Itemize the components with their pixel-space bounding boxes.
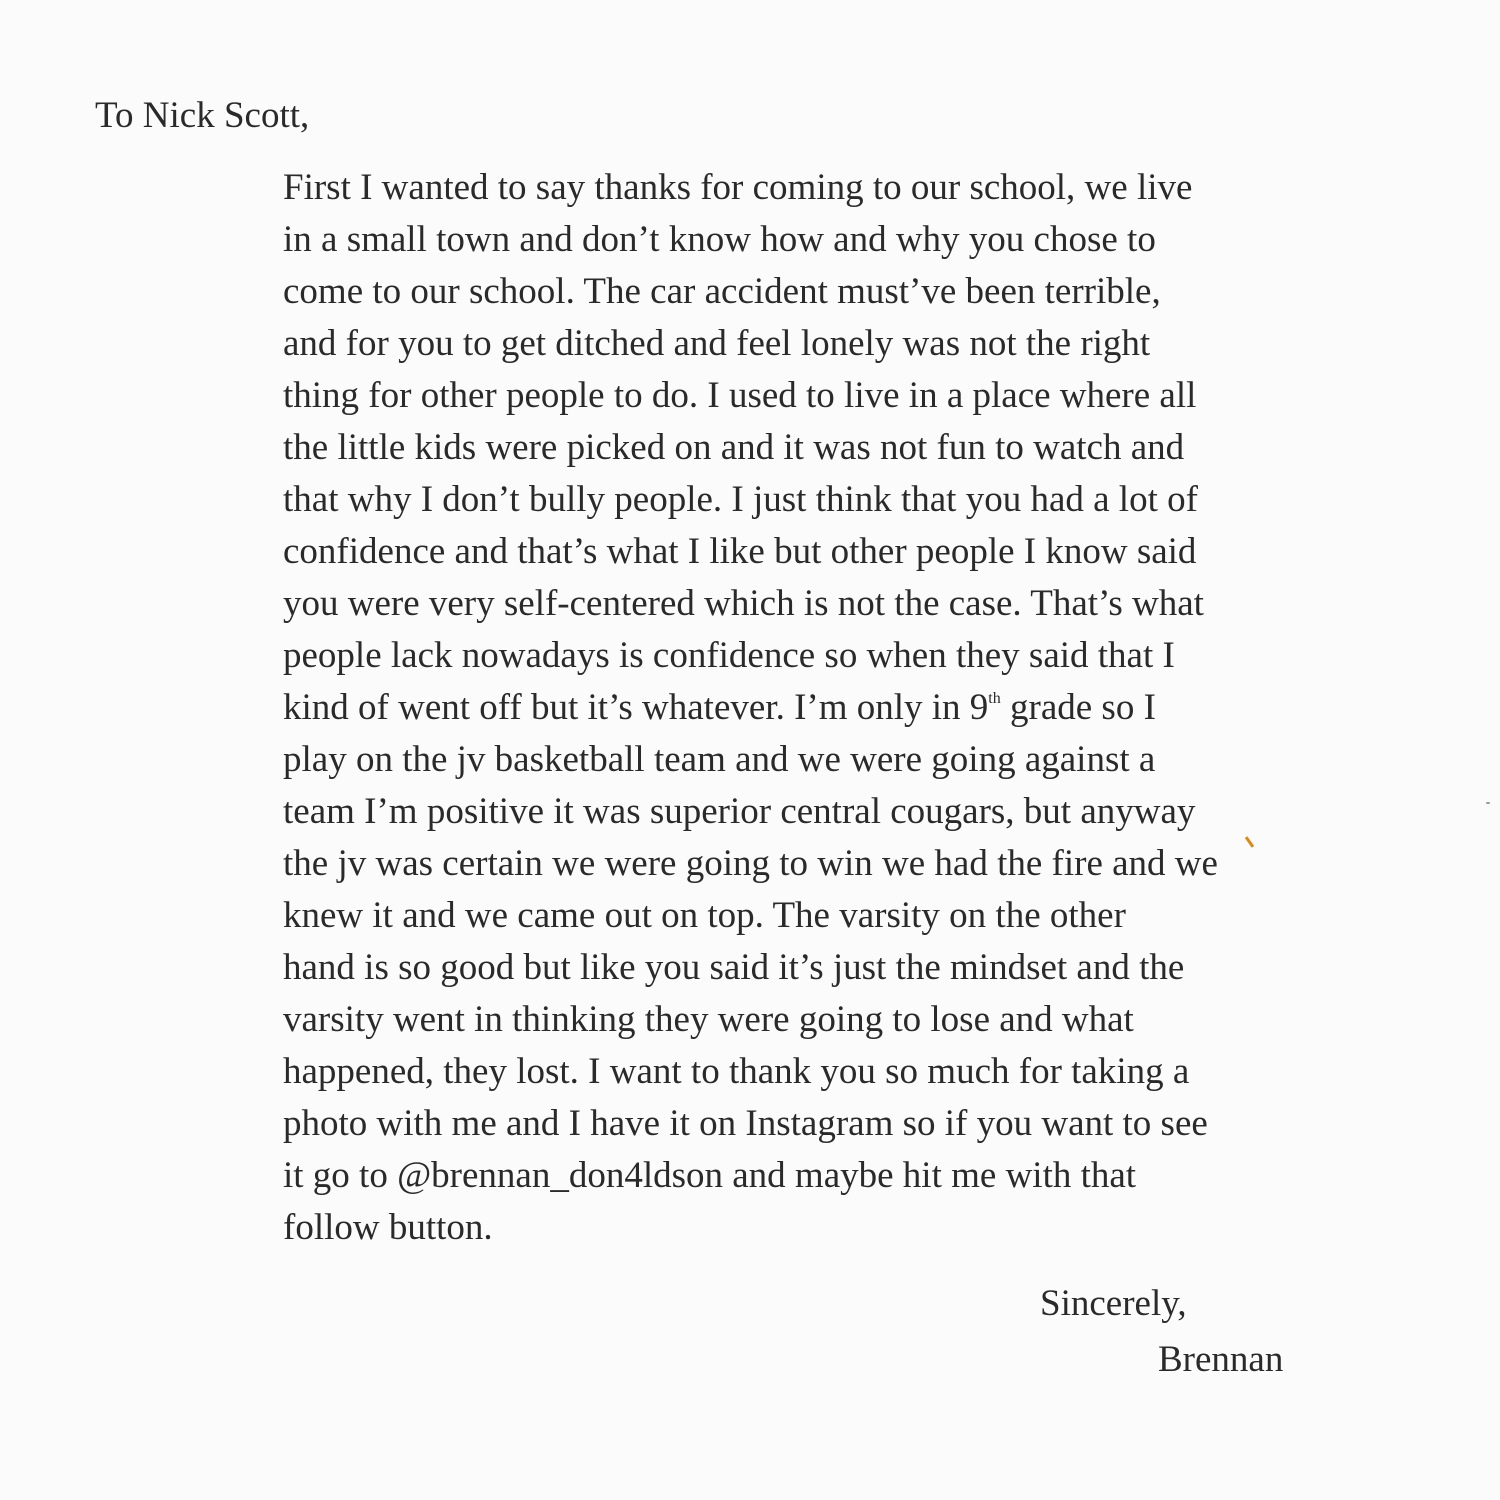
body-line: varsity went in thinking they were going to lose and what	[283, 999, 1134, 1040]
body-line: hand is so good but like you said it’s just the mindset and the	[283, 947, 1185, 988]
body-line: come to our school. The car accident must’ve been terrible,	[283, 271, 1161, 312]
body-line: and for you to get ditched and feel lonely was not the right	[283, 323, 1151, 364]
body-line: photo with me and I have it on Instagram so if you want to see	[283, 1103, 1208, 1144]
body-line: thing for other people to do. I used to live in a place where all	[283, 375, 1197, 416]
body-line-grade-tail: grade so I	[1000, 687, 1156, 728]
letter-body	[283, 162, 1343, 1254]
body-line: the jv was certain we were going to win we had the fire and we	[283, 843, 1218, 884]
body-line: happened, they lost. I want to thank you so much for taking a	[283, 1051, 1190, 1092]
body-line: in a small town and don’t know how and why you chose to	[283, 219, 1156, 260]
body-line: people lack nowadays is confidence so when they said that I	[283, 635, 1175, 676]
body-line: you were very self-centered which is not the case. That’s what	[283, 583, 1204, 624]
scan-speck	[1486, 802, 1490, 804]
body-line: follow button.	[283, 1207, 493, 1248]
salutation: To Nick Scott,	[95, 95, 310, 136]
closing: Sincerely,	[1040, 1283, 1187, 1324]
body-line-grade-text: kind of went off but it’s whatever. I’m only in 9	[283, 687, 989, 728]
body-line: confidence and that’s what I like but other people I know said	[283, 531, 1197, 572]
body-line: knew it and we came out on top. The varsity on the other	[283, 895, 1126, 936]
body-line: play on the jv basketball team and we were going against a	[283, 739, 1156, 780]
body-line-grade	[283, 682, 1343, 734]
body-line: First I wanted to say thanks for coming to our school, we live	[283, 167, 1193, 208]
body-line: team I’m positive it was superior central cougars, but anyway	[283, 791, 1196, 832]
body-line: that why I don’t bully people. I just think that you had a lot of	[283, 479, 1198, 520]
ordinal-superscript: th	[988, 690, 1001, 707]
body-line: it go to @brennan_don4ldson and maybe hit me with that	[283, 1155, 1137, 1196]
body-line: the little kids were picked on and it was not fun to watch and	[283, 427, 1185, 468]
signature: Brennan	[1158, 1339, 1284, 1380]
